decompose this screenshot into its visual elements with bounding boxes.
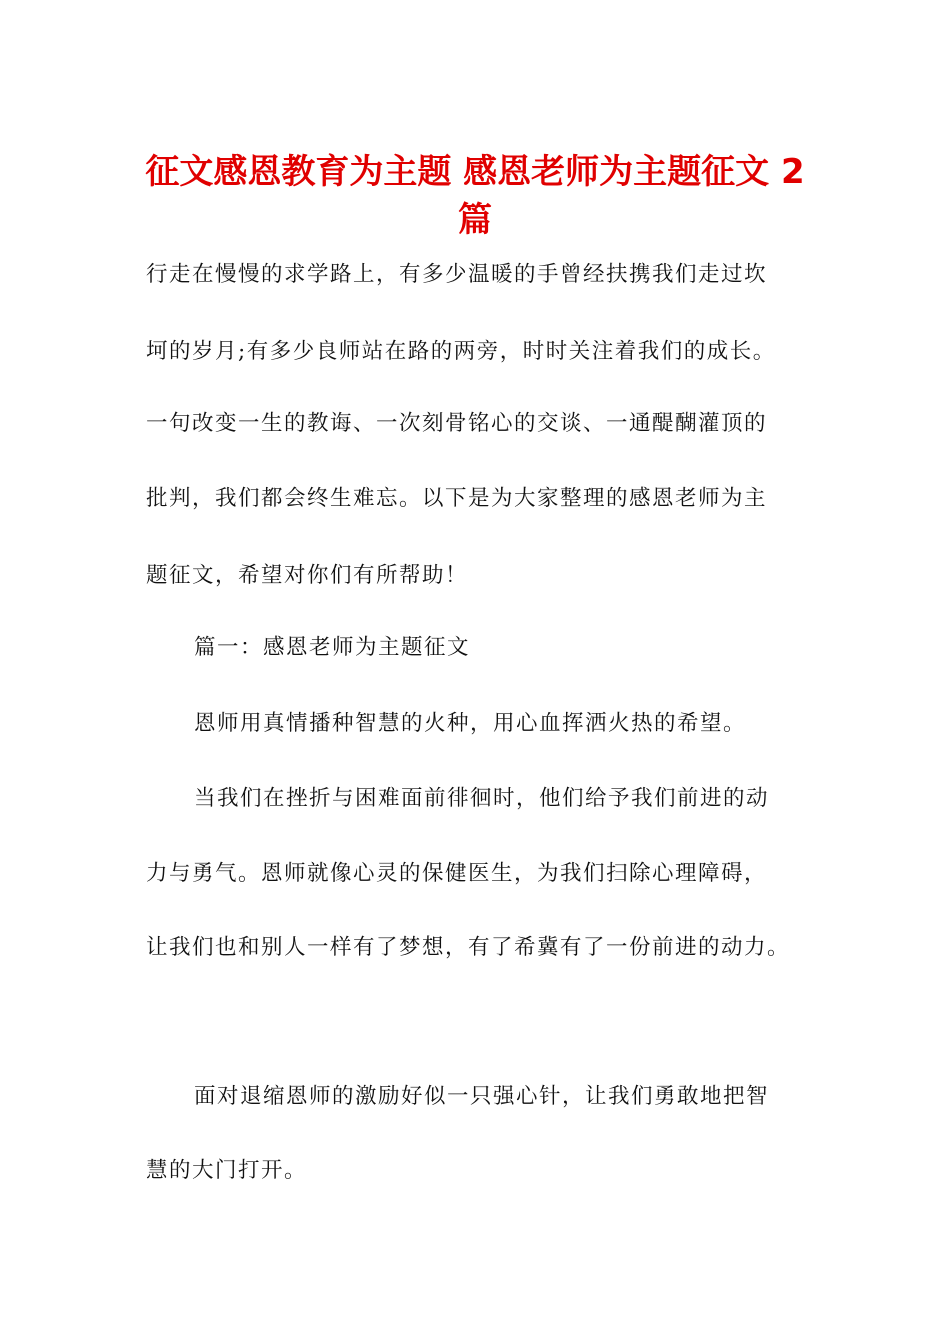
paragraph-line: 当我们在挫折与困难面前徘徊时，他们给予我们前进的动	[194, 786, 770, 811]
title-line-2: 篇	[458, 200, 492, 240]
paragraph-line: 题征文，希望对你们有所帮助！	[146, 563, 469, 588]
paragraph-line: 力与勇气。恩师就像心灵的保健医生，为我们扫除心理障碍，	[146, 861, 768, 886]
title-line-1: 征文感恩教育为主题 感恩老师为主题征文 2	[145, 152, 805, 192]
section-heading: 篇一：感恩老师为主题征文	[194, 635, 471, 660]
paragraph-line: 批判，我们都会终生难忘。以下是为大家整理的感恩老师为主	[146, 486, 768, 511]
paragraph-line: 恩师用真情播种智慧的火种，用心血挥洒火热的希望。	[194, 711, 747, 736]
paragraph-line: 坷的岁月;有多少良师站在路的两旁，时时关注着我们的成长。	[146, 339, 776, 364]
paragraph-line: 一句改变一生的教诲、一次刻骨铭心的交谈、一通醍醐灌顶的	[146, 411, 768, 436]
paragraph-line: 面对退缩恩师的激励好似一只强心针，让我们勇敢地把智	[194, 1084, 770, 1109]
paragraph-line: 行走在慢慢的求学路上，有多少温暖的手曾经扶携我们走过坎	[146, 262, 768, 287]
paragraph-line: 让我们也和别人一样有了梦想，有了希冀有了一份前进的动力。	[146, 935, 791, 960]
paragraph-line: 慧的大门打开。	[146, 1158, 308, 1183]
